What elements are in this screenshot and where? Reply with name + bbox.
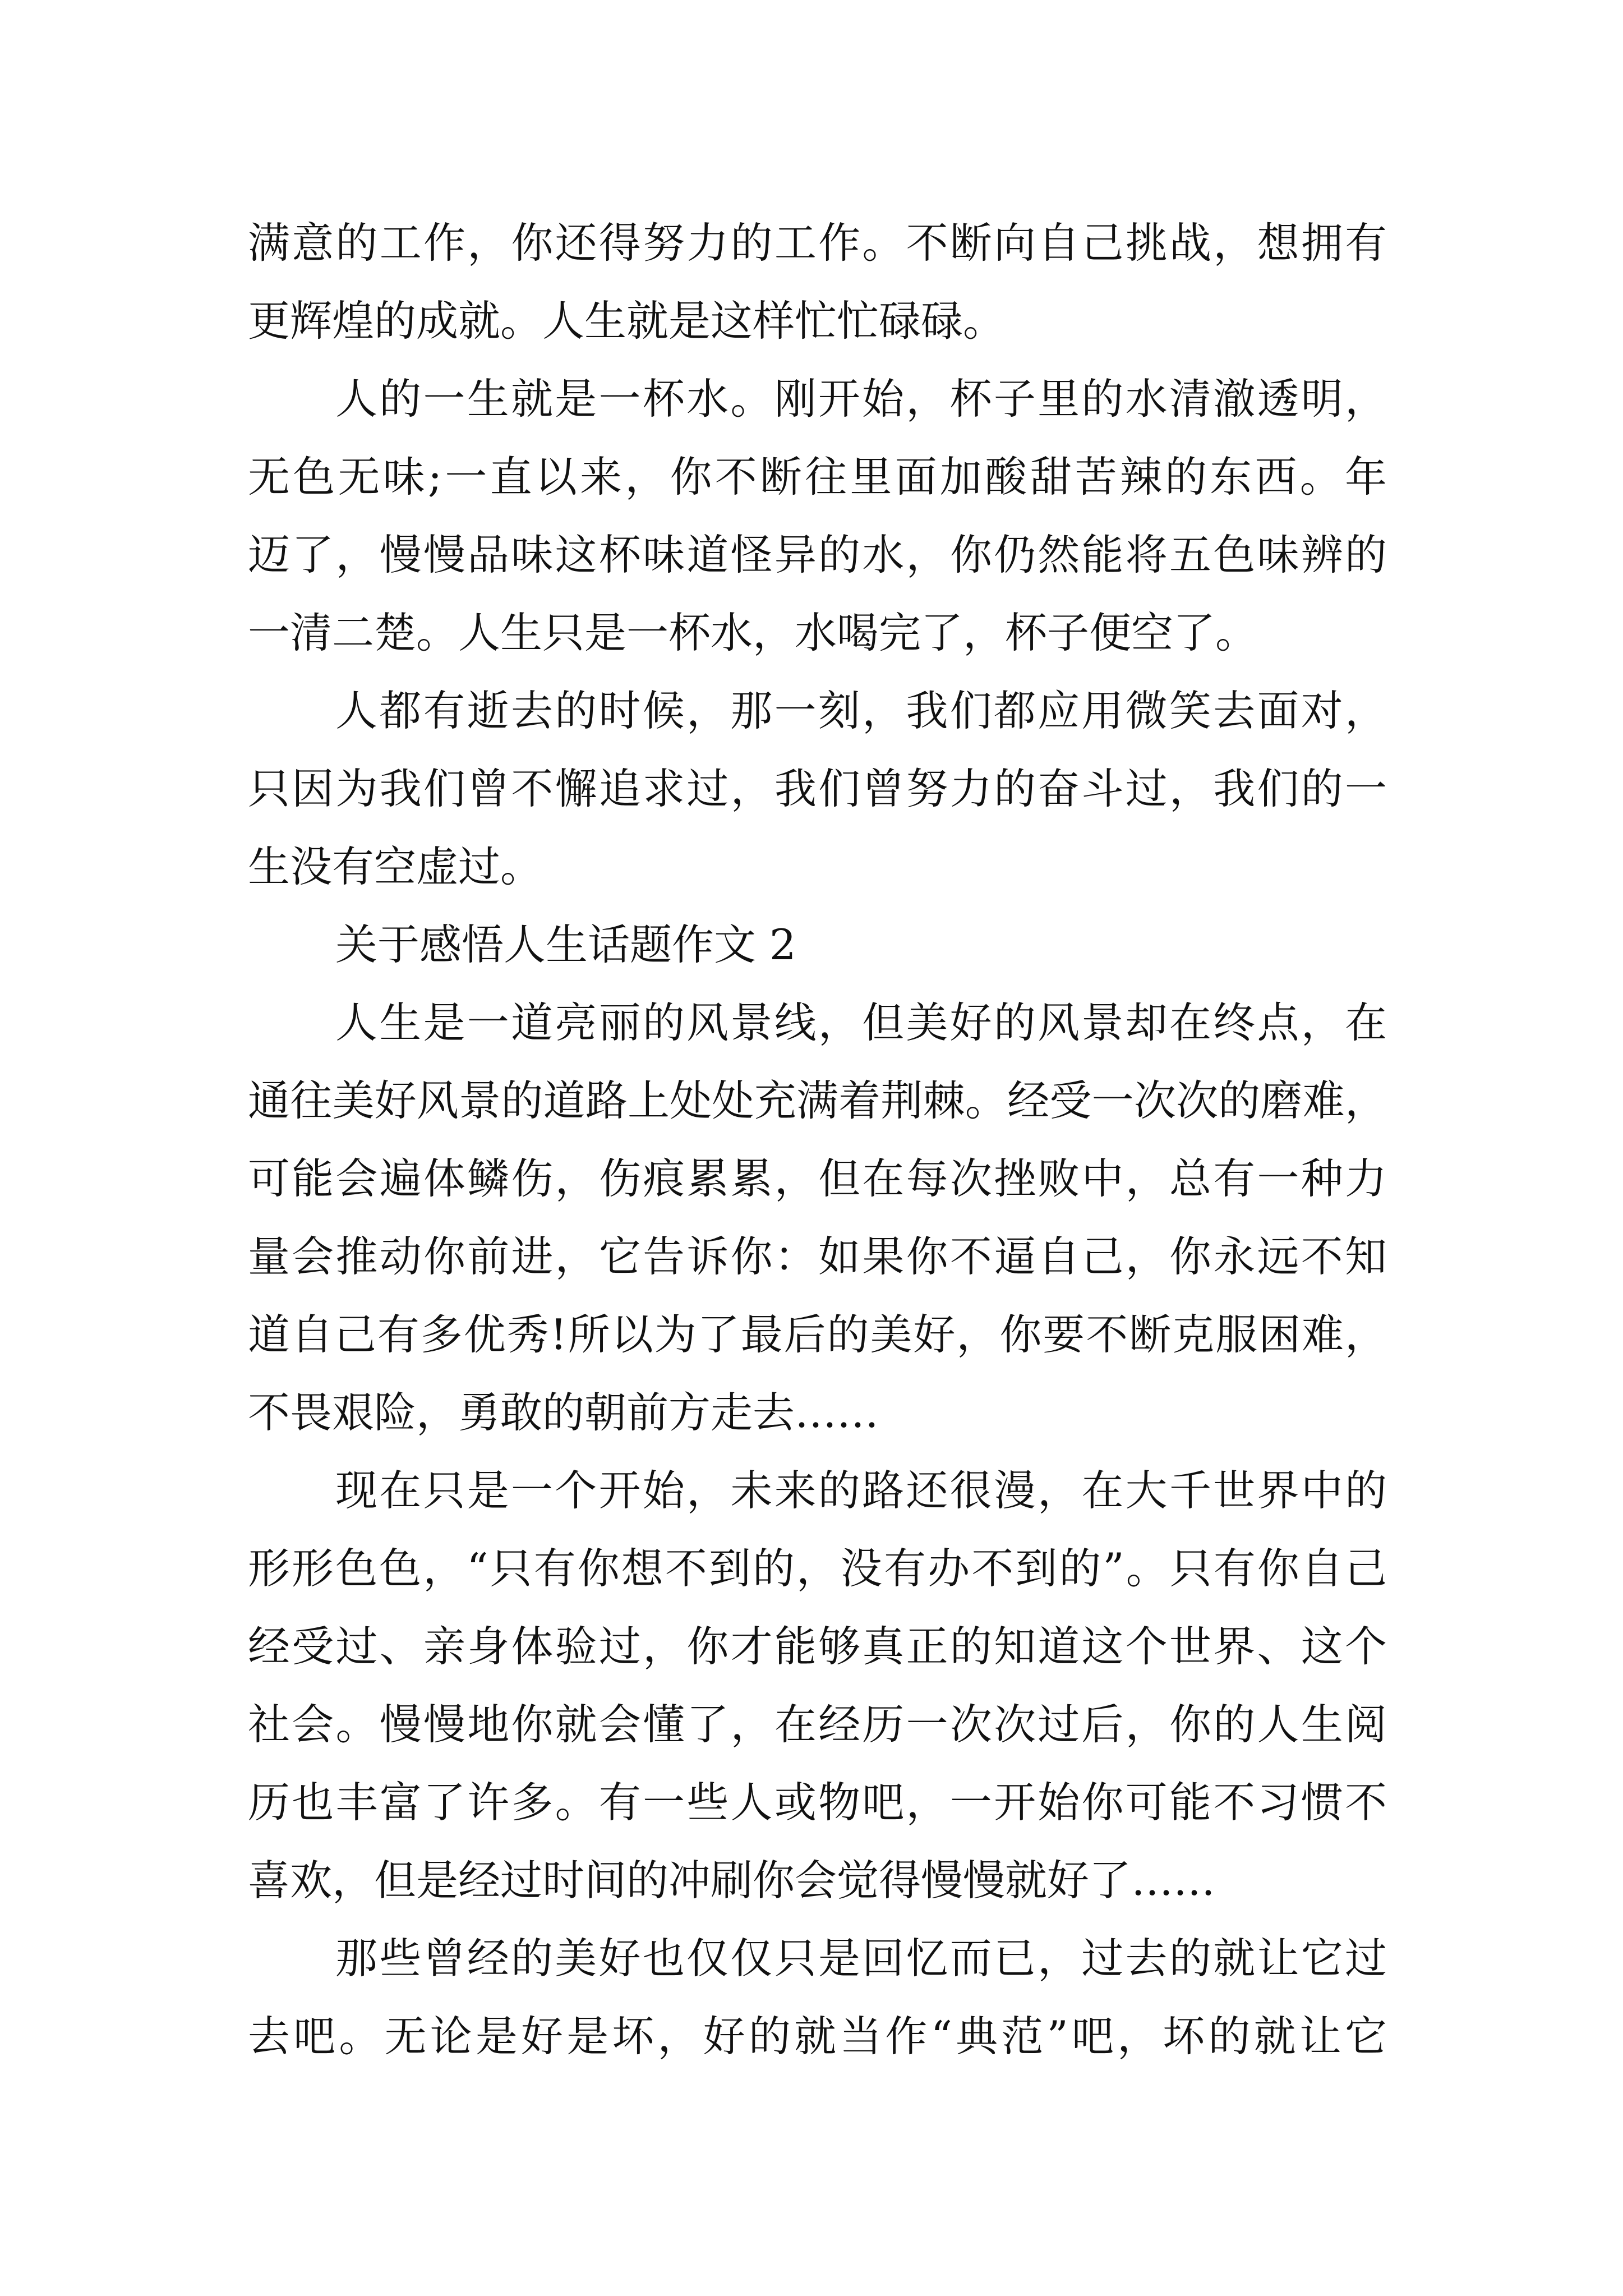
paragraph [248, 984, 1387, 1452]
text-line: 那些曾经的美好也仅仅只是回忆而已，过去的就让它过 [335, 1934, 1387, 1983]
text-line: 不畏艰险，勇敢的朝前方走去…… [248, 1388, 879, 1437]
text-line: 喜欢，但是经过时间的冲刷你会觉得慢慢就好了…… [248, 1856, 1216, 1905]
text-line: 人都有逝去的时候，那一刻，我们都应用微笑去面对， [335, 686, 1387, 735]
text-line: 可能会遍体鳞伤，伤痕累累，但在每次挫败中，总有一种力 [248, 1154, 1387, 1203]
paragraph [248, 1920, 1387, 2076]
text-line: 道自己有多优秀!所以为了最后的美好，你要不断克服困难， [248, 1310, 1387, 1359]
paragraph [248, 204, 1387, 360]
text-line: 经受过、亲身体验过，你才能够真正的知道这个世界、这个 [248, 1622, 1387, 1671]
text-line: 量会推动你前进，它告诉你：如果你不逼自己，你永远不知 [248, 1232, 1387, 1281]
text-line: 社会。慢慢地你就会懂了，在经历一次次过后，你的人生阅 [248, 1700, 1387, 1749]
text-line: 一清二楚。人生只是一杯水，水喝完了，杯子便空了。 [248, 608, 1258, 657]
text-line: 满意的工作，你还得努力的工作。不断向自己挑战，想拥有 [248, 218, 1387, 268]
text-line: 通往美好风景的道路上处处充满着荆棘。经受一次次的磨难， [248, 1076, 1387, 1125]
text-line: 历也丰富了许多。有一些人或物吧，一开始你可能不习惯不 [248, 1778, 1387, 1827]
text-line: 人的一生就是一杯水。刚开始，杯子里的水清澈透明， [335, 374, 1387, 424]
text-line: 更辉煌的成就。人生就是这样忙忙碌碌。 [248, 296, 1006, 346]
text-line: 人生是一道亮丽的风景线，但美好的风景却在终点，在 [335, 998, 1387, 1047]
essay-heading: 关于感悟人生话题作文 2 [335, 920, 796, 969]
text-line: 迈了，慢慢品味这杯味道怪异的水，你仍然能将五色味辨的 [248, 530, 1387, 579]
paragraph [248, 360, 1387, 672]
text-line: 生没有空虚过。 [248, 842, 543, 891]
paragraph [248, 672, 1387, 906]
body-text [248, 204, 1387, 2076]
text-line: 无色无味;一直以来，你不断往里面加酸甜苦辣的东西。年 [248, 452, 1387, 501]
text-line: 形形色色，“只有你想不到的，没有办不到的”。只有你自己 [248, 1544, 1387, 1593]
text-line: 只因为我们曾不懈追求过，我们曾努力的奋斗过，我们的一 [248, 764, 1387, 813]
text-line: 去吧。无论是好是坏，好的就当作“典范”吧，坏的就让它 [248, 2012, 1387, 2061]
text-line: 现在只是一个开始，未来的路还很漫，在大千世界中的 [335, 1466, 1387, 1515]
paragraph [248, 1452, 1387, 1920]
